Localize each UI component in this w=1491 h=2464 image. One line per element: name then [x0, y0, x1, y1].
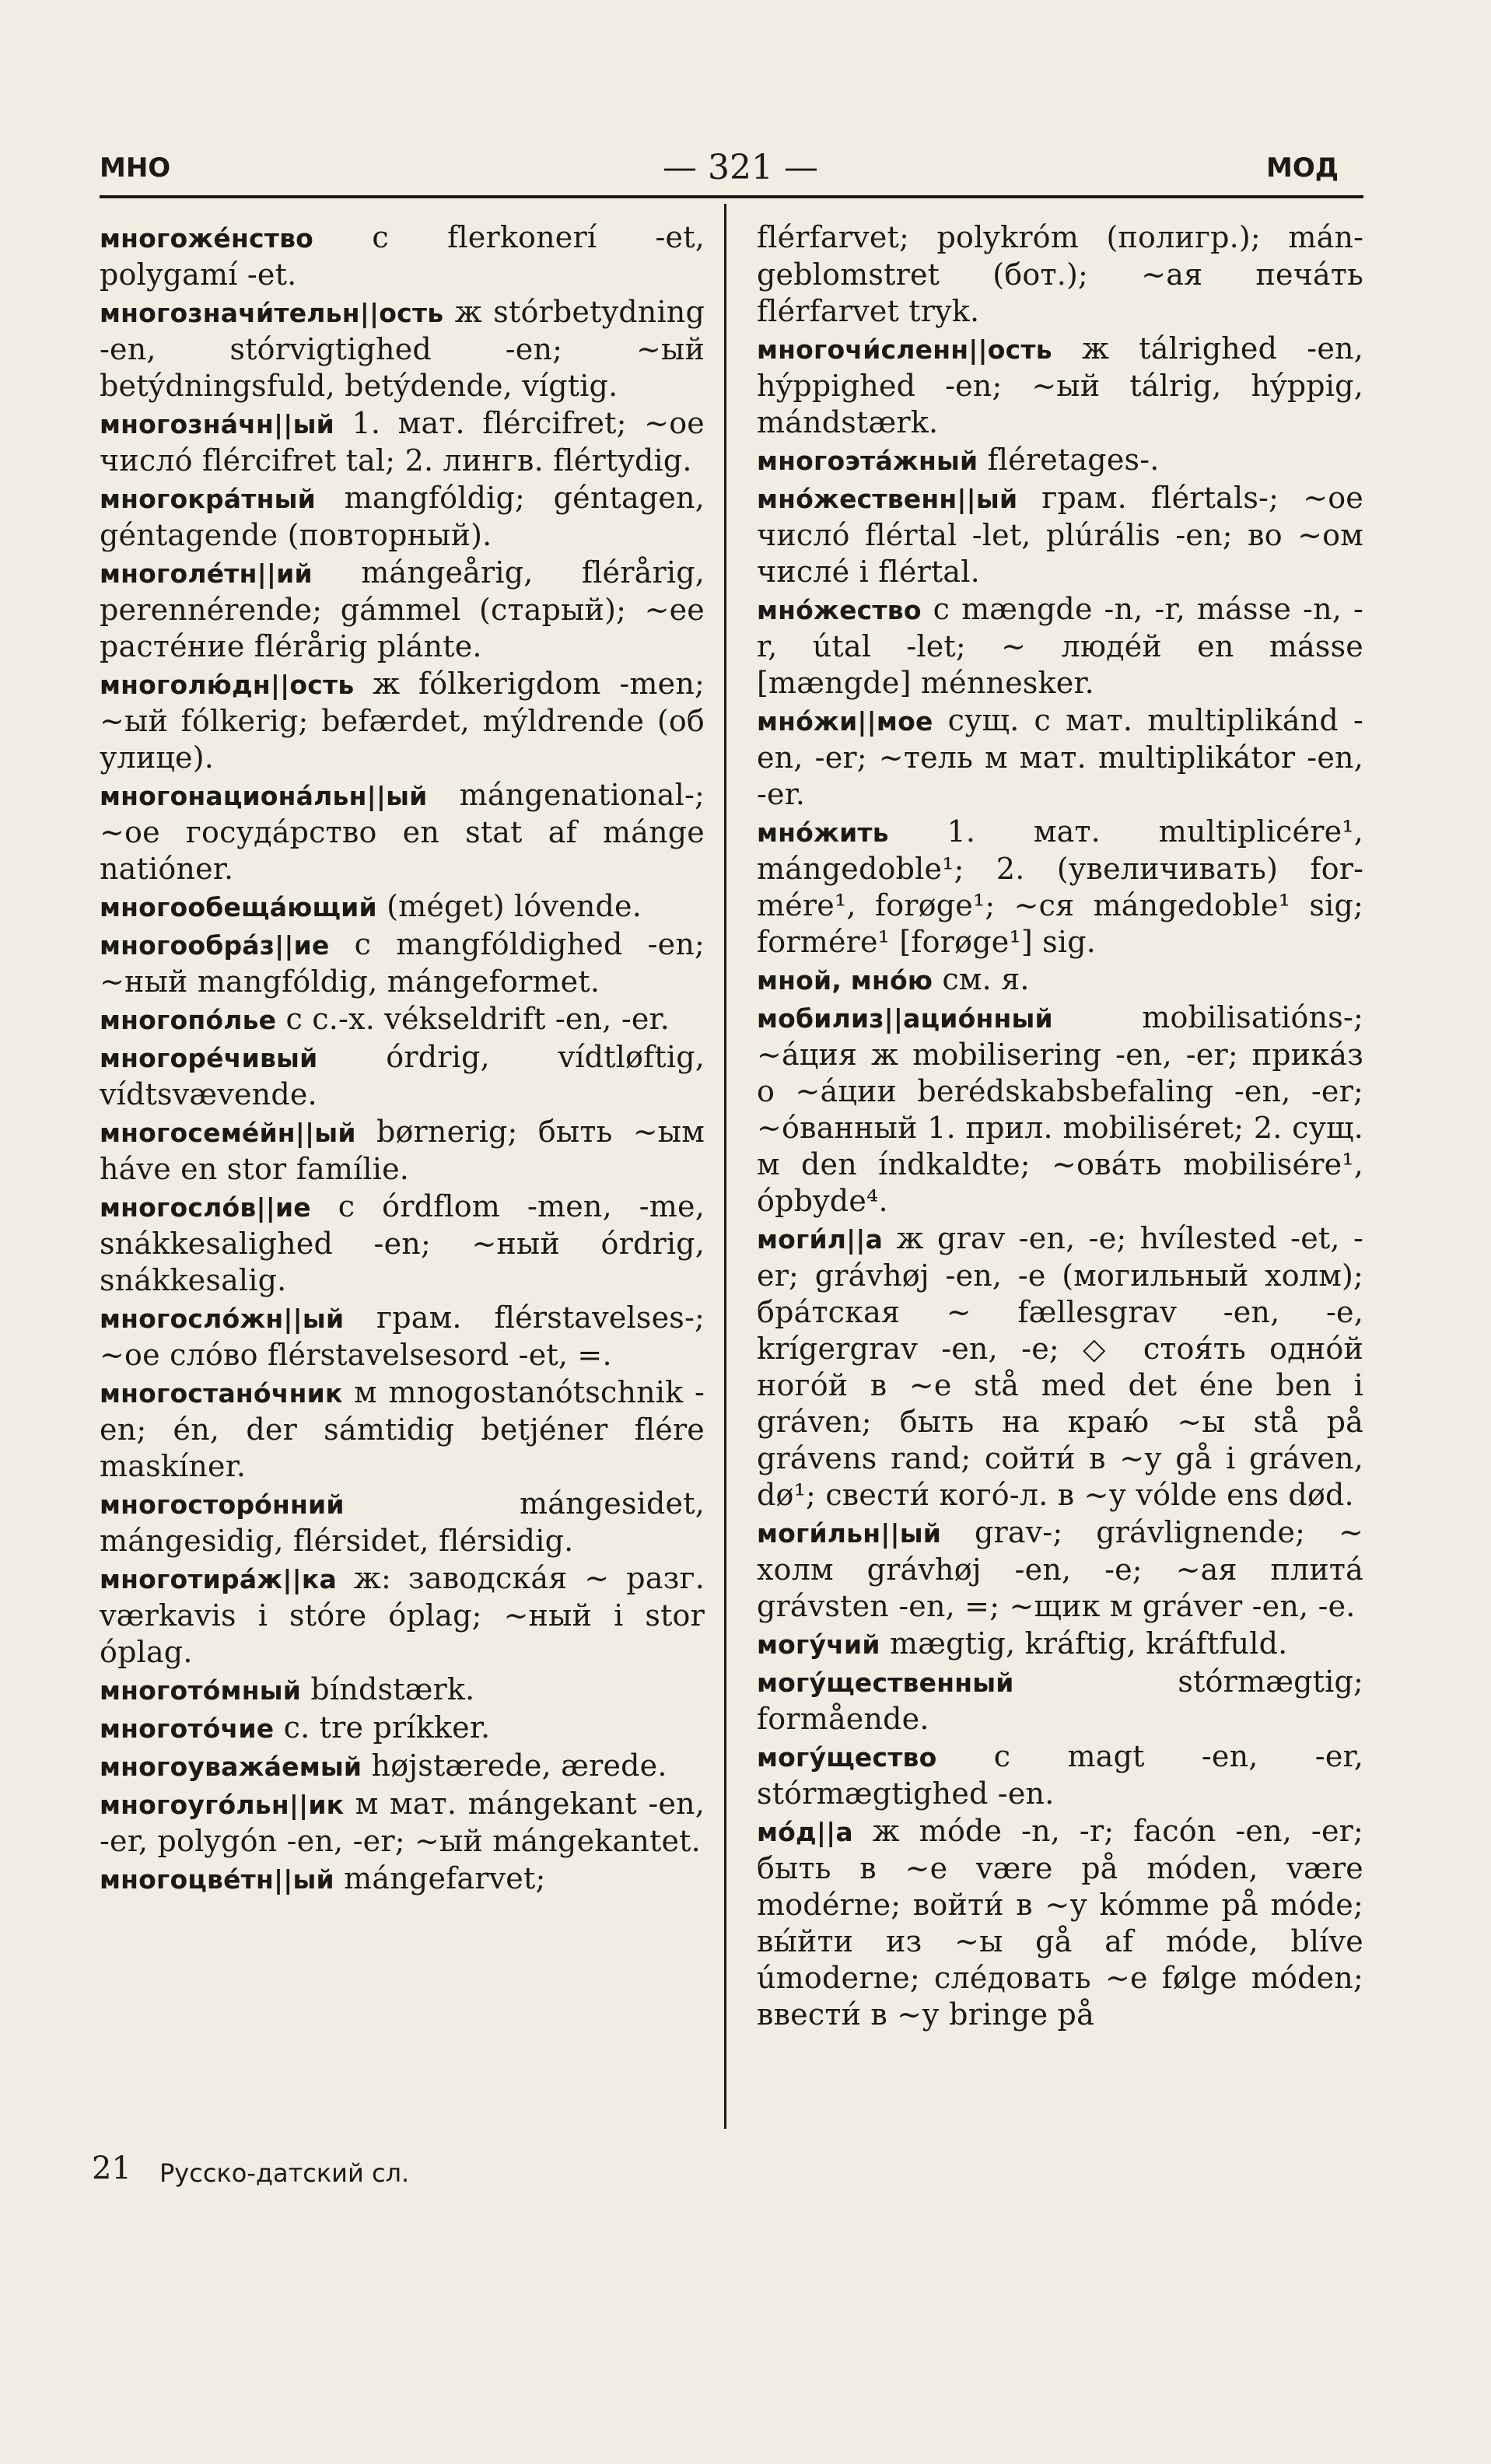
dictionary-entry — [757, 702, 1363, 813]
headword: многожéнство — [100, 223, 314, 254]
entry-definition: 1. мат. multiplicére¹, mángedoble¹; 2. (увеличивать) formére¹, forøge¹; ∼ся mángedoble¹ sig; formére¹ [forøge¹] sig. — [757, 814, 1363, 959]
dictionary-entry — [100, 1560, 705, 1671]
entry-definition: с magt -en, -er, stórmægtighed -en. — [757, 1739, 1363, 1811]
headword: мобилиз||ациóнный — [757, 1003, 1053, 1034]
entry-definition: mángefarvet; — [334, 1861, 546, 1895]
dictionary-entry — [757, 1220, 1363, 1514]
headword: многонациона́льн||ый — [100, 781, 428, 811]
entry-definition: с mangfóldighed -en; ∼ный mangfóldig, mángeformet. — [100, 927, 705, 999]
entry-definition: грам. flérstavelses-; ∼ое слóво flérstavelsesord -et, =. — [100, 1300, 705, 1372]
dictionary-entry — [100, 294, 705, 404]
right-column — [757, 219, 1363, 2034]
dictionary-entry — [100, 480, 705, 554]
dictionary-entry — [100, 1710, 705, 1747]
headword: многокра́тный — [100, 484, 316, 514]
dictionary-entry — [100, 219, 705, 293]
dictionary-entry — [100, 777, 705, 887]
headword: многослóжн||ый — [100, 1304, 345, 1334]
entry-definition: ж fólkerigdom -men; ∼ый fólkerig; befærdet, mýldrende (об улице). — [100, 667, 705, 775]
headword: многообещáющий — [100, 892, 377, 922]
entry-definition: ж grav -en, -e; hvílested -et, -er; grávhøj -en, -e (могильный холм); брáтская ∼ fællesgrav -en, -e, krígergrav -en, -e; ◇ стоя́ть однóй ногóй в ∼е stå med det éne ben i gráven; быть на краю́ ∼ы stå på grávens rand; сойти́ в ∼у gå i gráven, dø¹; свести́ когó-л. в ∼у vólde ens død. — [757, 1221, 1363, 1512]
entry-definition: ж: заводскáя ∼ разг. værkavis i stóre óplag; ∼ный i stor óplag. — [100, 1561, 705, 1669]
dictionary-entry — [757, 1813, 1363, 2033]
entry-definition: сущ. с мат. multiplikánd -en, -er; ∼тель м мат. multiplikátor -en, -er. — [757, 703, 1363, 811]
dictionary-entry — [757, 999, 1363, 1220]
headword: многозна́чн||ый — [100, 409, 334, 439]
entry-definition: órdrig, vídtløftig, vídtsvævende. — [100, 1040, 705, 1111]
dictionary-entry — [100, 1748, 705, 1785]
dictionary-entry — [757, 814, 1363, 961]
entry-definition: mángeårig, flérårig, perennérende; gámmel (старый); ∼ее растéние flérårig plánte. — [100, 555, 705, 663]
entry-definition: с с.-х. vékseldrift -en, -er. — [276, 1002, 670, 1036]
entry-definition: м mnogostanótschnik -en; én, der sámtidig betjéner flére maskíner. — [100, 1375, 705, 1483]
entry-definition: børnerig; быть ∼ым háve en stor famílie. — [100, 1115, 705, 1186]
entry-definition: flérfarvet; polykróm (полигр.); mángeblomstret (бот.); ∼ая печáть flérfarvet tryk. — [757, 220, 1363, 328]
headword: многотирáж||ка — [100, 1564, 337, 1594]
entry-definition: bíndstærk. — [301, 1672, 475, 1706]
headword: многолéтн||ий — [100, 558, 313, 589]
dictionary-entry — [757, 1514, 1363, 1625]
entry-definition: mobilisatións-; ∼áция ж mobilisering -en, -er; прикáз о ∼áции berédskabsbefaling -en, -er; ∼óванный 1. прил. mobiliséret; 2. сущ. м den índkaldte; ∼овáть mobilisére¹, ópbyde⁴. — [757, 1000, 1363, 1218]
dictionary-entry — [757, 1738, 1363, 1812]
entry-definition: м мат. mángekant -en, -er, polygón -en, -er; ∼ый mángekantet. — [100, 1787, 705, 1858]
headword: моги́л||а — [757, 1224, 884, 1255]
headword: многоуважáемый — [100, 1752, 362, 1782]
dictionary-entry — [757, 961, 1363, 999]
dictionary-entry — [100, 1671, 705, 1709]
headword: мнóжественн||ый — [757, 484, 1018, 514]
running-head-left: МНО — [100, 152, 171, 184]
left-column — [100, 219, 705, 1899]
dictionary-entry — [100, 1114, 705, 1188]
dictionary-entry — [100, 1486, 705, 1559]
entry-definition: fléretages-. — [978, 443, 1160, 477]
headword: многопóлье — [100, 1005, 277, 1035]
entry-definition: stórmægtig; formående. — [757, 1664, 1363, 1736]
headword: мнóжество — [757, 595, 922, 625]
column-divider — [724, 204, 726, 2129]
entry-definition: ж móde -n, -r; facón -en, -er; быть в ∼е være på móden, være modérne; войти́ в ∼у kómme på móde; вы́йти из ∼ы gå af móde, blíve úmoderne; слéдовать ∼е følge móden; ввести́ в ∼у bringe på — [757, 1814, 1363, 2032]
headword: многоугóльн||ик — [100, 1790, 345, 1820]
signature-number: 21 — [92, 2151, 131, 2186]
header-rule — [100, 195, 1363, 198]
headword: мной, мнóю — [757, 965, 933, 996]
dictionary-entry — [100, 926, 705, 1000]
headword: многотóмный — [100, 1675, 302, 1706]
headword: многостанóчник — [100, 1378, 343, 1409]
headword: могу́чий — [757, 1629, 880, 1660]
dictionary-entry — [100, 405, 705, 479]
dictionary-entry — [757, 1664, 1363, 1738]
headword: могу́щественный — [757, 1668, 1014, 1698]
headword: многолю́дн||ость — [100, 670, 355, 700]
dictionary-entry — [757, 331, 1363, 441]
page-number: — 321 — — [663, 148, 818, 187]
headword: многоэтáжный — [757, 446, 978, 476]
entry-definition: с mængde -n, -r, másse -n, -r, útal -let; ∼ людéй en másse [mængde] ménnesker. — [757, 592, 1363, 700]
entry-definition: грам. flértals-; ∼ое числó flértal -let, plúrális -en; во ∼ом числé i flértal. — [757, 481, 1363, 589]
dictionary-entry — [100, 1039, 705, 1113]
dictionary-entry — [100, 1374, 705, 1485]
headword: многотóчие — [100, 1713, 275, 1744]
entry-definition: mangfóldig; géntagen, géntagende (повторный). — [100, 481, 705, 552]
headword: многосемéйн||ый — [100, 1118, 356, 1148]
headword: многозначи́тельн||ость — [100, 298, 444, 328]
entry-definition: mángesidet, mángesidig, flérsidet, flérsidig. — [100, 1486, 705, 1558]
entry-definition: mángenational-; ∼ое госудáрство en stat af mánge natióner. — [100, 778, 705, 886]
entry-definition: mægtig, kráftig, kráftfuld. — [880, 1626, 1288, 1661]
dictionary-entry — [757, 480, 1363, 590]
headword: мóд||а — [757, 1817, 853, 1847]
dictionary-entry — [100, 888, 705, 926]
headword: многорéчивый — [100, 1043, 318, 1073]
entry-definition: ж stórbetydning -en, stórvigtighed -en; ∼ый betýdningsfuld, betýdende, vígtig. — [100, 295, 705, 403]
dictionary-entry — [100, 1860, 705, 1898]
headword: многослóв||ие — [100, 1192, 311, 1223]
dictionary-entry — [100, 1001, 705, 1038]
dictionary-entry — [757, 591, 1363, 702]
entry-definition: с órdflom -men, -me, snákkesalighed -en; ∼ный órdrig, snákkesalig. — [100, 1189, 705, 1297]
entry-definition: grav-; grávlignende; ∼ холм grávhøj -en, -e; ∼ая плитá grávsten -en, =; ∼щик м gráver -en, -e. — [757, 1515, 1363, 1623]
dictionary-entry — [757, 219, 1363, 330]
entry-definition: højstærede, ærede. — [362, 1748, 667, 1783]
dictionary-entry — [100, 1188, 705, 1299]
headword: моги́льн||ый — [757, 1518, 942, 1549]
dictionary-entry — [100, 1300, 705, 1374]
headword: мнóжить — [757, 817, 889, 848]
entry-definition: см. я. — [933, 962, 1030, 996]
headword: мнóжи||мое — [757, 706, 933, 737]
dictionary-entry — [100, 555, 705, 665]
entry-definition: с flerkonerí -et, polygamí -et. — [100, 220, 705, 292]
entry-definition: ж tálrighed -en, hýppighed -en; ∼ый tálrig, hýppig, mándstærk. — [757, 331, 1363, 439]
running-head-right: МОД — [1266, 152, 1339, 184]
entry-definition: 1. мат. flércifret; ∼ое числó flércifret tal; 2. лингв. flértydig. — [100, 406, 705, 478]
dictionary-entry — [757, 442, 1363, 479]
book-title: Русско-датский сл. — [159, 2158, 410, 2188]
headword: многочи́сленн||ость — [757, 334, 1052, 365]
entry-definition: (méget) lóvende. — [376, 889, 642, 923]
headword: многосторóнний — [100, 1489, 345, 1520]
headword: многоцвéтн||ый — [100, 1864, 334, 1895]
dictionary-entry — [100, 1786, 705, 1860]
entry-definition: с. tre príkker. — [274, 1710, 491, 1745]
headword: многообра́з||ие — [100, 930, 330, 961]
dictionary-entry — [757, 1626, 1363, 1663]
headword: могу́щество — [757, 1742, 937, 1773]
dictionary-entry — [100, 666, 705, 776]
